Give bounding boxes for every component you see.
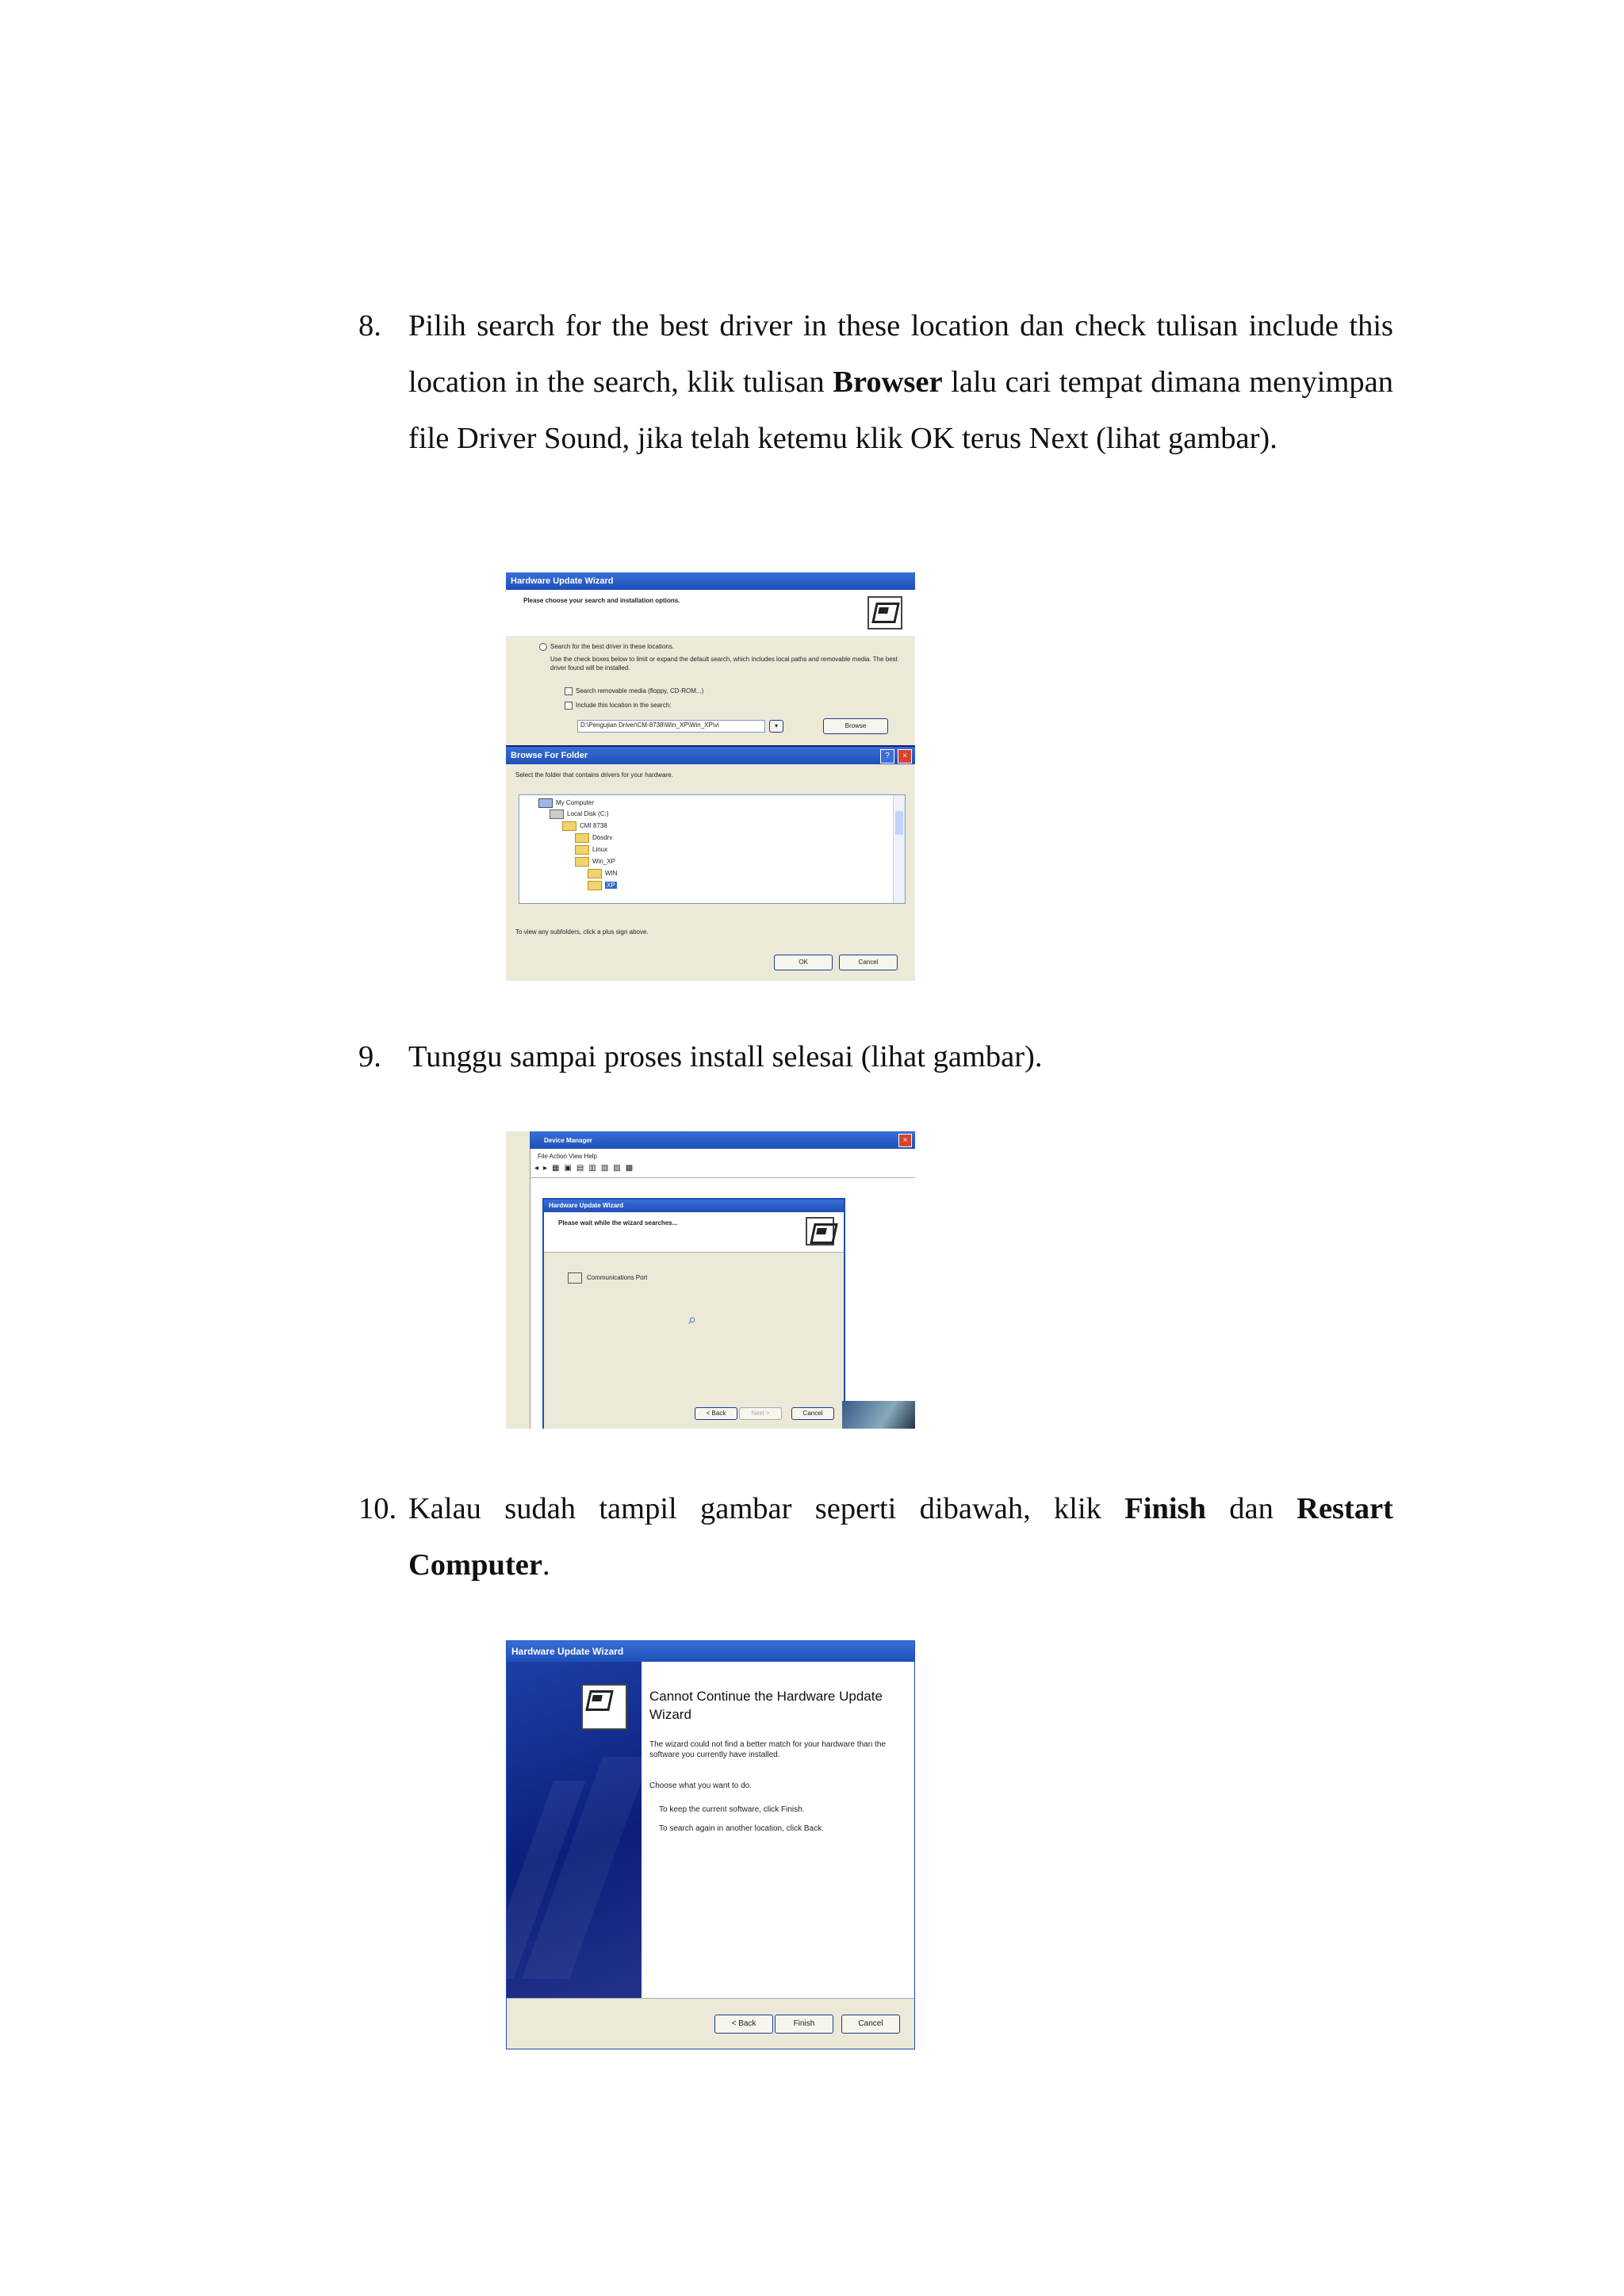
folder-icon — [588, 869, 602, 878]
search-animation-icon: ⌕ — [688, 1311, 697, 1327]
dialog-hint: To view any subfolders, click a plus sign above. — [515, 928, 649, 936]
toolbar-icons[interactable]: ◂▸▦▣▤▥▧▨▩ — [534, 1164, 638, 1173]
wizard-heading: Please choose your search and installation options. — [523, 597, 680, 604]
ok-button[interactable]: OK — [774, 955, 833, 970]
wizard-header — [506, 590, 915, 636]
tree-item[interactable]: Linux — [575, 845, 607, 855]
tree-item[interactable]: WIN — [588, 869, 618, 878]
screenshot-install-progress — [506, 1131, 915, 1429]
wizard-side-panel — [507, 1662, 642, 1998]
back-button[interactable]: < Back — [714, 2015, 773, 2034]
computer-icon — [538, 798, 553, 808]
wizard-heading: Please wait while the wizard searches... — [558, 1219, 678, 1226]
radio-icon — [539, 643, 547, 651]
checkbox-icon — [565, 702, 573, 710]
wizard-heading: Cannot Continue the Hardware Update Wizard — [649, 1689, 883, 1722]
wizard-footer — [507, 1998, 914, 2049]
option-description: Use the check boxes below to limit or expand the default search, which includes local paths and removable media. The best driver found will be installed. — [550, 656, 898, 672]
wizard-header — [544, 1212, 844, 1253]
dialog-description: Select the folder that contains drivers for your hardware. — [515, 771, 673, 779]
wizard-icon — [581, 1684, 627, 1730]
tree-item[interactable]: Local Disk (C:) — [550, 809, 608, 819]
folder-icon — [575, 857, 589, 867]
wizard-prompt: Choose what you want to do. — [649, 1781, 752, 1790]
tree-item[interactable]: Dosdrv — [575, 833, 612, 843]
wizard-icon — [868, 596, 902, 629]
tree-item[interactable]: My Computer — [538, 798, 594, 808]
checkbox-icon — [565, 687, 573, 695]
cancel-button[interactable]: Cancel — [841, 2015, 900, 2034]
bold-term: Browser — [833, 365, 943, 399]
tree-item[interactable]: Win_XP — [575, 857, 615, 867]
finish-instruction: To keep the current software, click Finish. — [659, 1805, 805, 1814]
step-text: Pilih search for the best driver in these location dan check tulisan include this location in the search, klik tulisan Browser lalu cari tempat dimana menyimpan file Driver Sound, jika telah ketemu klik OK terus Next (lihat gambar). — [408, 309, 1394, 455]
step-10 — [358, 1481, 1393, 1594]
step-8 — [358, 298, 1393, 467]
step-number: 10. — [358, 1492, 397, 1525]
window-title: Hardware Update Wizard — [506, 572, 915, 590]
window-title: Hardware Update Wizard — [507, 1641, 914, 1662]
step-text: Tunggu sampai proses install selesai (lihat gambar). — [408, 1040, 1043, 1073]
path-combobox[interactable]: D:\Pengujian Driver\CM-8738\Win_XP\Win_XP\vi — [577, 720, 765, 733]
chevron-down-icon[interactable]: ▾ — [769, 720, 783, 733]
folder-tree[interactable] — [519, 794, 906, 904]
search-option[interactable]: Search for the best driver in these locations. — [539, 642, 674, 651]
step-number: 9. — [358, 1040, 381, 1073]
browse-folder-dialog — [506, 745, 915, 981]
step-9 — [358, 1029, 1393, 1085]
divider — [530, 1177, 915, 1178]
port-icon — [568, 1272, 582, 1284]
close-icon[interactable]: × — [898, 1134, 912, 1147]
background-window — [506, 1131, 530, 1429]
drive-icon — [550, 809, 564, 819]
dialog-title: Browse For Folder — [506, 747, 915, 764]
folder-icon — [562, 821, 576, 831]
wizard-message: The wizard could not find a better match for your hardware than the software you currently have installed. — [649, 1740, 886, 1759]
browse-button[interactable]: Browse — [823, 718, 888, 734]
tree-item[interactable]: CMI 8738 — [562, 821, 607, 831]
folder-icon — [575, 833, 589, 843]
cancel-button[interactable]: Cancel — [791, 1407, 834, 1420]
removable-media-checkbox[interactable]: Search removable media (floppy, CD-ROM...) — [565, 687, 703, 695]
screenshot-cannot-continue — [506, 1640, 915, 2049]
wizard-icon — [806, 1217, 834, 1246]
step-text: Kalau sudah tampil gambar seperti dibawah, klik Finish dan Restart Computer. — [408, 1492, 1393, 1582]
wizard-window — [542, 1198, 845, 1429]
bold-term: Restart Computer — [408, 1492, 1393, 1582]
include-location-checkbox[interactable]: Include this location in the search: — [565, 701, 672, 710]
tree-item-selected[interactable]: XP — [588, 881, 617, 890]
finish-button[interactable]: Finish — [775, 2015, 833, 2034]
cancel-button[interactable]: Cancel — [839, 955, 898, 970]
wizard-title: Hardware Update Wizard — [544, 1200, 844, 1212]
menu-bar[interactable]: File Action View Help — [538, 1153, 597, 1160]
step-number: 8. — [358, 309, 381, 342]
close-icon[interactable]: × — [898, 749, 912, 763]
back-button[interactable]: < Back — [695, 1407, 737, 1420]
screenshot-browse-folder — [506, 572, 915, 981]
bold-term: Finish — [1124, 1492, 1206, 1525]
device-manager-titlebar: Device Manager × — [530, 1131, 915, 1149]
folder-icon — [588, 881, 602, 890]
folder-icon — [575, 845, 589, 855]
back-instruction: To search again in another location, click Back. — [659, 1824, 824, 1833]
scrollbar-thumb[interactable] — [895, 811, 903, 835]
device-item: Communications Port — [568, 1272, 647, 1284]
next-button[interactable]: Next > — [739, 1407, 782, 1420]
scrollbar[interactable] — [893, 795, 905, 903]
desktop-background — [842, 1401, 915, 1429]
help-icon[interactable]: ? — [880, 749, 894, 763]
